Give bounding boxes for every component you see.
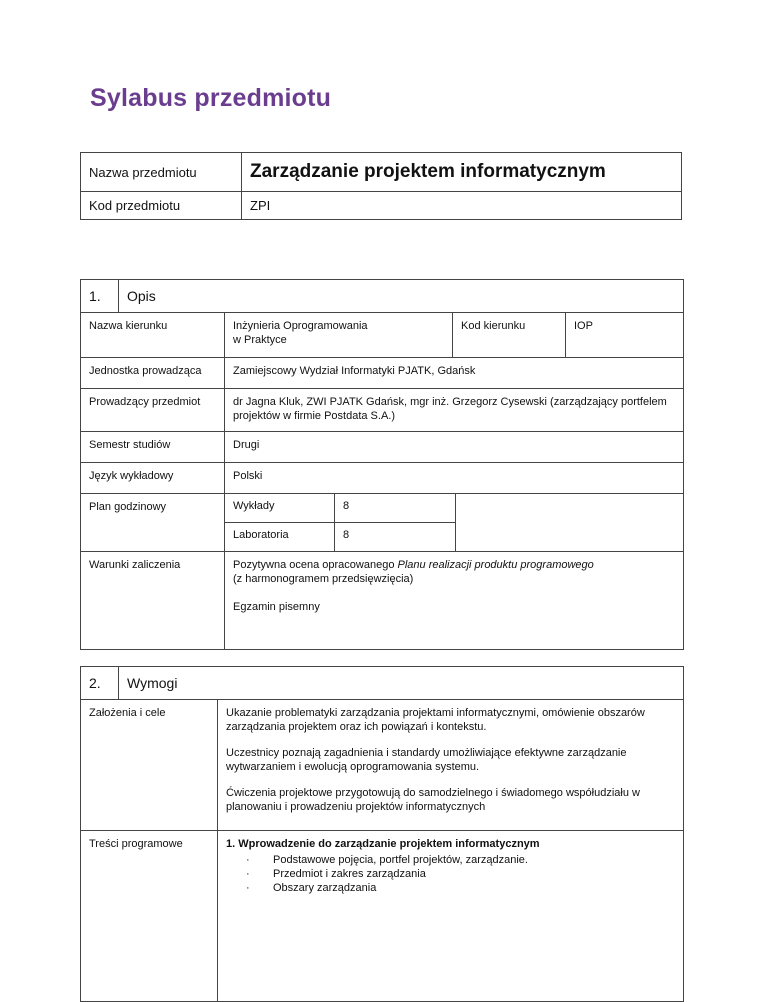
topic-bullet-list (226, 853, 675, 895)
course-code-value: ZPI (250, 198, 271, 213)
semester-label: Semestr studiów (81, 432, 225, 462)
field-of-study-value-line1: Inżynieria Oprogramowania (233, 320, 368, 332)
field-of-study-label: Nazwa kierunku (81, 313, 225, 357)
hours-plan-row (81, 493, 683, 551)
credit-text-italic: Planu realizacji produktu programowego (397, 559, 594, 571)
credit-conditions-line1 (233, 558, 675, 572)
topic-title: 1. Wprowadzenie do zarządzanie projektem informatycznym (226, 838, 540, 850)
section-header (81, 667, 683, 700)
goals-paragraph: Ćwiczenia projektowe przygotowują do samodzielnego i świadomego współudziału w planowaniu i prowadzeniu projektów informatycznych (226, 787, 640, 813)
section-description (80, 279, 684, 650)
document-title: Sylabus przedmiotu (90, 84, 332, 112)
section-requirements (80, 666, 684, 1002)
program-content-label: Treści programowe (81, 831, 218, 1001)
language-label: Język wykładowy (81, 463, 225, 493)
unit-label: Jednostka prowadząca (81, 358, 225, 388)
language-value: Polski (233, 470, 263, 482)
hours-plan-labs-value: 8 (343, 529, 350, 541)
goals-value (218, 700, 683, 830)
course-code-label: Kod przedmiotu (81, 192, 242, 219)
section-title: Opis (127, 288, 156, 304)
semester-value: Drugi (233, 439, 260, 451)
goals-row (81, 700, 683, 830)
hours-plan-wrapper (225, 494, 683, 551)
credit-conditions-line2: (z harmonogramem przedsięwzięcia) (233, 573, 414, 585)
course-header-table (80, 152, 682, 220)
credit-text-prefix: Pozytywna ocena opracowanego (233, 559, 398, 571)
goals-label: Założenia i cele (81, 700, 218, 830)
field-of-study-value-line2: w Praktyce (233, 334, 287, 346)
goals-paragraph: Uczestnicy poznają zagadnienia i standardy umożliwiające efektywne zarządzanie wytwarzaniem i ewolucją oprogramowania systemu. (226, 747, 627, 773)
hours-plan-lectures-label: Wykłady (225, 494, 335, 522)
hours-plan-label: Plan godzinowy (81, 494, 225, 551)
field-of-study-value (225, 313, 453, 357)
hours-plan-labs-row (225, 523, 455, 551)
semester-row (81, 431, 683, 462)
language-row (81, 462, 683, 493)
program-content-row (81, 830, 683, 1001)
unit-value: Zamiejscowy Wydział Informatyki PJATK, Gdańsk (233, 365, 476, 377)
field-of-study-row (81, 313, 683, 357)
lecturer-label: Prowadzący przedmiot (81, 389, 225, 431)
lecturer-row (81, 388, 683, 431)
field-code-value: IOP (574, 320, 593, 332)
section-number: 1. (81, 280, 119, 312)
unit-row (81, 357, 683, 388)
section-title: Wymogi (127, 675, 178, 691)
course-code-row (81, 191, 681, 219)
topic-bullet: · Podstawowe pojęcia, portfel projektów, zarządzanie. (226, 853, 675, 867)
course-name-value: Zarządzanie projektem informatycznym (250, 161, 606, 182)
credit-conditions-row (81, 551, 683, 649)
course-name-row (81, 153, 681, 191)
lecturer-value: dr Jagna Kluk, ZWI PJATK Gdańsk, mgr inż. Grzegorz Cysewski (zarządzający portfelem projektów w firmie Postdata S.A.) (233, 396, 667, 422)
credit-exam-text: Egzamin pisemny (233, 601, 320, 613)
goals-paragraph: Ukazanie problematyki zarządzania projektami informatycznymi, omówienie obszarów zarządzania projektem oraz ich powiązań i kontekstu. (226, 707, 645, 733)
hours-plan-labs-label: Laboratoria (225, 523, 335, 551)
hours-plan-lectures-value: 8 (343, 500, 350, 512)
credit-conditions-label: Warunki zaliczenia (81, 552, 225, 649)
section-header (81, 280, 683, 313)
course-name-label: Nazwa przedmiotu (81, 153, 242, 191)
topic-bullet: · Przedmiot i zakres zarządzania (226, 867, 675, 881)
credit-conditions-value (225, 552, 683, 649)
hours-plan-lectures-row (225, 494, 455, 523)
field-code-label: Kod kierunku (453, 313, 566, 357)
topic-bullet: · Obszary zarządzania (226, 881, 675, 895)
program-content-value (218, 831, 683, 1001)
section-number: 2. (81, 667, 119, 699)
hours-plan-table (225, 494, 456, 551)
